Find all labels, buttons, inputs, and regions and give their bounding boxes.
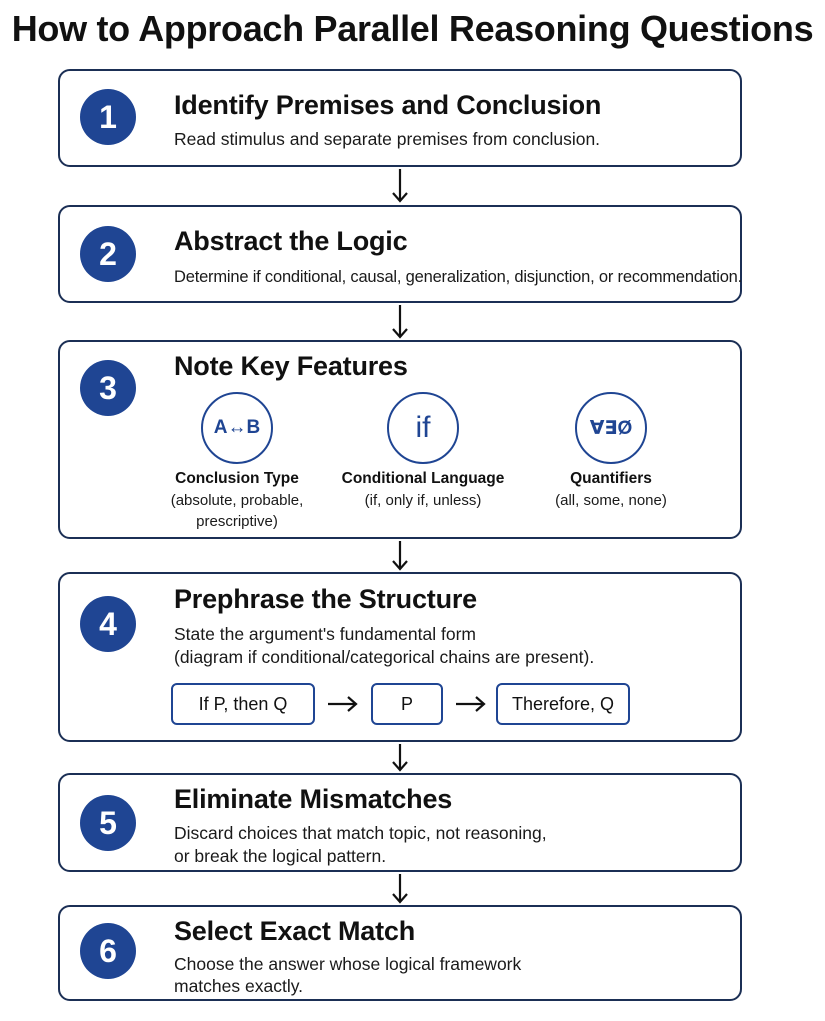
- step-4-title: Prephrase the Structure: [174, 584, 477, 614]
- step-5-title: Eliminate Mismatches: [174, 784, 453, 814]
- down-arrow-icon: [390, 539, 410, 573]
- step-2-card: [58, 205, 742, 303]
- step-1-title: Identify Premises and Conclusion: [174, 90, 602, 120]
- down-arrow-icon: [390, 303, 410, 341]
- page-title: How to Approach Parallel Reasoning Questions: [11, 8, 814, 49]
- down-arrow-icon: [390, 872, 410, 906]
- step-2-number: 2: [80, 226, 136, 282]
- step-6-card: [58, 905, 742, 1001]
- step-4-number: 4: [80, 596, 136, 652]
- biconditional-icon: A↔B: [201, 392, 273, 464]
- step-6-number: 6: [80, 923, 136, 979]
- flow-conclusion-box: Therefore, Q: [496, 683, 630, 725]
- step-6-title: Select Exact Match: [174, 916, 416, 946]
- feature-label: Conclusion Type: [175, 470, 299, 487]
- feature-sub-line: (if, only if, unless): [364, 492, 482, 509]
- step-1-description: Read stimulus and separate premises from conclusion.: [174, 129, 601, 149]
- step-2-description: Determine if conditional, causal, generalization, disjunction, or recommendation.: [174, 268, 743, 286]
- step-6-description-line: Choose the answer whose logical framework: [174, 954, 522, 974]
- flow-premise-box: If P, then Q: [171, 683, 315, 725]
- step-5-card: [58, 773, 742, 872]
- down-arrow-icon: [390, 167, 410, 205]
- feature-label: Quantifiers: [570, 470, 652, 487]
- conditional-icon: if: [387, 392, 459, 464]
- step-4-description-line: State the argument's fundamental form: [174, 624, 476, 644]
- down-arrow-icon: [390, 742, 410, 774]
- step-4-description-line: (diagram if conditional/categorical chains are present).: [174, 647, 595, 667]
- right-arrow-icon: [326, 694, 360, 719]
- step-2-title: Abstract the Logic: [174, 226, 408, 256]
- step-3-title: Note Key Features: [174, 351, 408, 381]
- step-5-description-line: Discard choices that match topic, not reasoning,: [174, 823, 547, 843]
- step-3-card: [58, 340, 742, 539]
- quantifier-icon: ∀∃Ø: [575, 392, 647, 464]
- feature-label: Conditional Language: [341, 470, 505, 487]
- step-5-description-line: or break the logical pattern.: [174, 846, 387, 866]
- step-4-card: [58, 572, 742, 742]
- feature-sub-line: (all, some, none): [555, 492, 667, 509]
- flow-minor-premise-box: P: [371, 683, 443, 725]
- feature-sub-line: (absolute, probable,: [170, 492, 304, 509]
- step-3-number: 3: [80, 360, 136, 416]
- step-1-number: 1: [80, 89, 136, 145]
- feature-sub-line: prescriptive): [196, 513, 278, 530]
- step-5-number: 5: [80, 795, 136, 851]
- step-6-description-line: matches exactly.: [174, 976, 304, 996]
- step-1-card: [58, 69, 742, 167]
- right-arrow-icon: [454, 694, 488, 719]
